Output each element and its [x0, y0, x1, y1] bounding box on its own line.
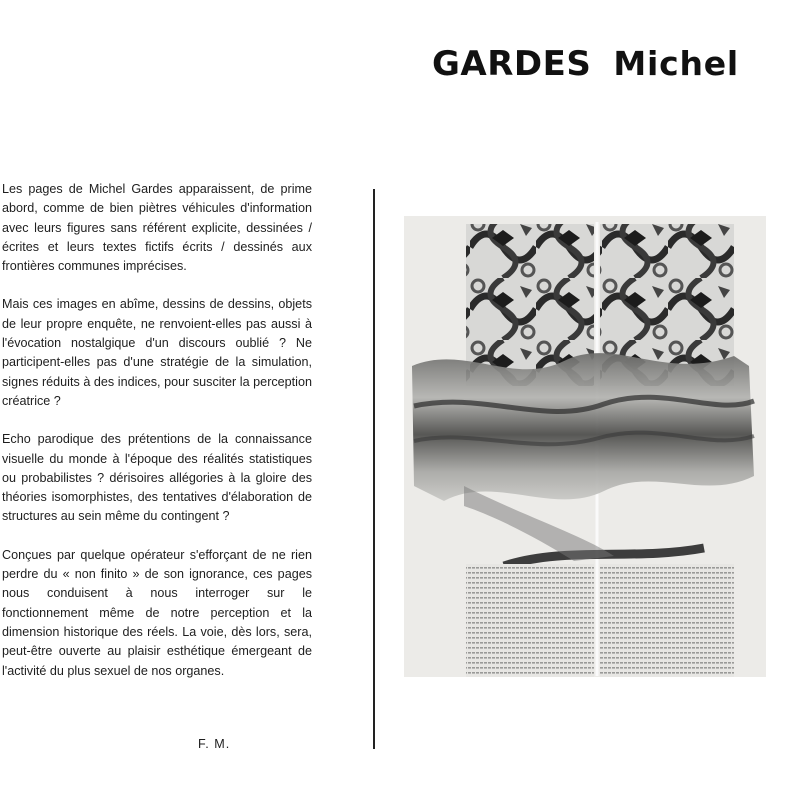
artwork-text-right	[600, 564, 734, 677]
artwork-image	[404, 216, 766, 677]
essay-paragraph-3: Echo parodique des prétentions de la connaissance visuelle du monde à l'époque des réalités statistiques ou probabilistes ? dérisoires allégories à la gloire des théories isomorphistes, des tentatives d'élaboration de structures au sein même du contingent ?	[2, 432, 312, 524]
essay-paragraph-1: Les pages de Michel Gardes apparaissent, de prime abord, comme de bien piètres véhicules d'information avec leurs figures sans référent explicite, dessinées / écrites et leurs textes fictifs écrits / dessinés aux frontières communes imprécises.	[2, 182, 312, 274]
author-initials: F. M.	[198, 737, 231, 751]
essay-paragraph-4: Conçues par quelque opérateur s'efforçant de ne rien perdre du « non finito » de son ignorance, ces pages nous conduisent à nous interroger sur le fonctionnement même de notre perception et la dimension historique des réels. La voie, dès lors, sera, peut-être ouverte au plaisir esthétique émergeant de l'activité du plus sexuel de nos organes.	[2, 547, 312, 678]
essay-body	[2, 180, 312, 700]
essay-paragraph-2: Mais ces images en abîme, dessins de dessins, objets de leur propre enquête, ne renvoient-elles pas aussi à l'évocation nostalgique d'un discours oublié ? Ne participent-elles pas d'une stratégie de la simulation, signes réduits à des indices, pour susciter la perception créatrice ?	[2, 297, 312, 408]
artist-given-name: Michel	[613, 44, 740, 83]
artist-name-heading	[432, 44, 739, 84]
artwork-text-left	[466, 564, 594, 677]
column-divider	[373, 189, 375, 749]
artist-surname: GARDES	[432, 44, 592, 84]
artwork-crumpled-band	[412, 353, 754, 501]
